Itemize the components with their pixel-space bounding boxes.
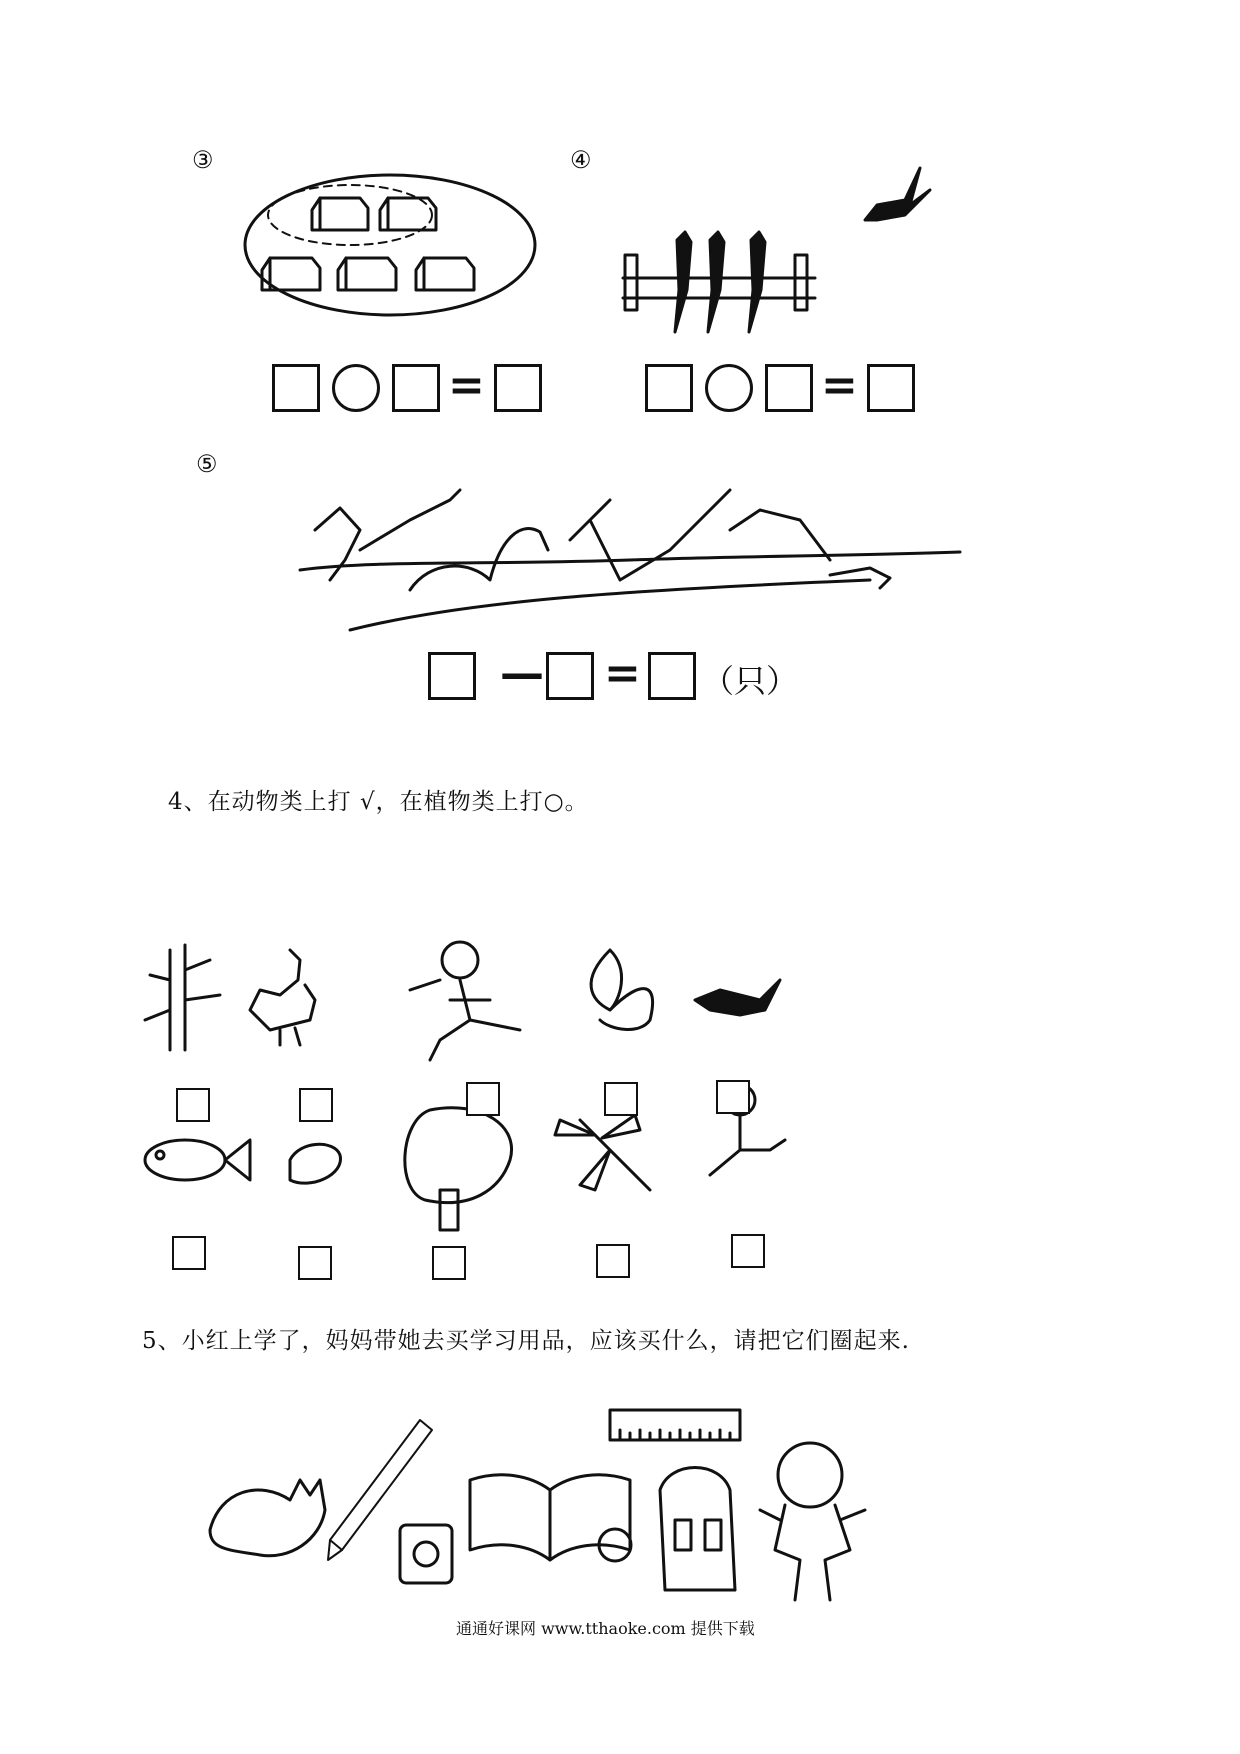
operator-circle[interactable] xyxy=(332,364,380,412)
geese-illustration xyxy=(290,460,970,640)
equals-sign: = xyxy=(821,360,858,411)
dragonfly-icon xyxy=(555,1115,650,1190)
checkbox-fish[interactable] xyxy=(172,1236,206,1270)
schoolbag-icon xyxy=(660,1468,735,1591)
checkbox-peanut[interactable] xyxy=(298,1246,332,1280)
answer-box[interactable] xyxy=(867,364,915,412)
fish-icon xyxy=(145,1140,250,1180)
cat-toy-icon xyxy=(210,1480,325,1556)
swallow-icon xyxy=(695,980,780,1015)
question-5-text: 5、小红上学了，妈妈带她去买学习用品，应该买什么，请把它们圈起来. xyxy=(142,1328,910,1354)
book-icon xyxy=(470,1475,630,1560)
pencil-sharpener-icon xyxy=(400,1525,452,1583)
swallows-on-fence-illustration xyxy=(615,160,935,340)
answer-box[interactable] xyxy=(765,364,813,412)
school-supplies-illustration xyxy=(200,1400,880,1620)
equals-sign: = xyxy=(448,360,485,411)
pencil-icon xyxy=(328,1420,432,1560)
answer-box[interactable] xyxy=(272,364,320,412)
checkbox-bamboo[interactable] xyxy=(176,1088,210,1122)
ruler-icon xyxy=(610,1410,740,1440)
problem-5-marker: ⑤ xyxy=(196,450,218,478)
answer-box[interactable] xyxy=(428,652,476,700)
checkbox-cabbage[interactable] xyxy=(604,1082,638,1116)
checkbox-dragonfly[interactable] xyxy=(596,1244,630,1278)
answer-box[interactable] xyxy=(546,652,594,700)
checkbox-monkey[interactable] xyxy=(466,1082,500,1116)
checkbox-rooster[interactable] xyxy=(299,1088,333,1122)
footer-text: 通通好课网 www.tthaoke.com 提供下载 xyxy=(456,1619,755,1638)
operator-circle[interactable] xyxy=(705,364,753,412)
problem-4-marker: ④ xyxy=(570,146,592,174)
minus-sign: — xyxy=(500,648,544,699)
answer-box[interactable] xyxy=(648,652,696,700)
question-4-text: 4、在动物类上打 √，在植物类上打○。 xyxy=(168,789,589,815)
checkbox-flower[interactable] xyxy=(731,1234,765,1268)
problem-3-marker: ③ xyxy=(192,146,214,174)
checkbox-tree[interactable] xyxy=(432,1246,466,1280)
answer-box[interactable] xyxy=(645,364,693,412)
tree-icon xyxy=(405,1108,512,1230)
answer-box[interactable] xyxy=(494,364,542,412)
unit-label: （只） xyxy=(702,662,799,700)
houses-oval-illustration xyxy=(240,170,540,320)
cabbage-icon xyxy=(591,950,653,1029)
equals-sign: = xyxy=(604,648,641,699)
checkbox-swallow[interactable] xyxy=(716,1080,750,1114)
peanut-icon xyxy=(290,1144,340,1183)
bamboo-icon xyxy=(145,945,220,1050)
monkey-icon xyxy=(410,942,520,1060)
answer-box[interactable] xyxy=(392,364,440,412)
rooster-icon xyxy=(250,950,315,1045)
doll-icon xyxy=(760,1443,865,1600)
